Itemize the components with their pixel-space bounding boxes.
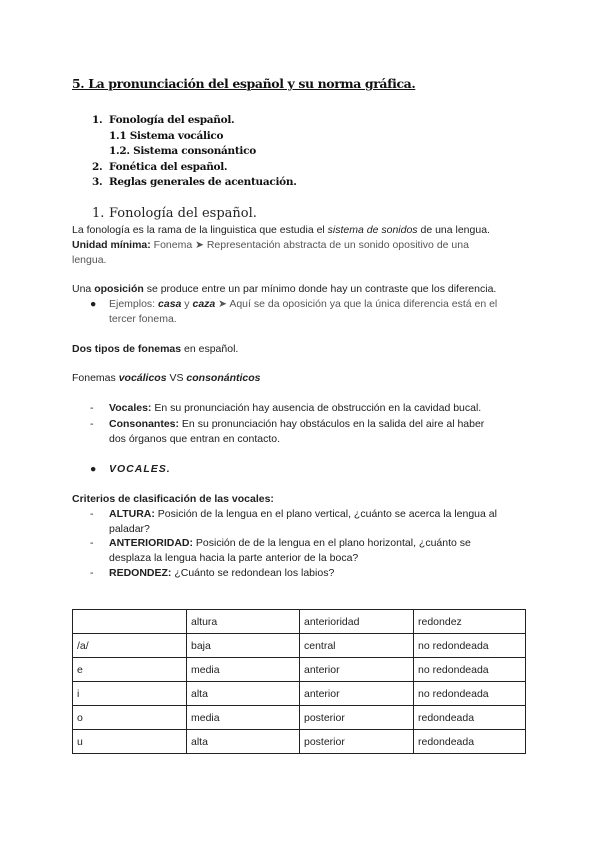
page-title: 5. La pronunciación del español y su norma gráfica.: [72, 76, 416, 91]
table-header-row: [73, 610, 526, 634]
table-cell: no redondeada: [414, 634, 526, 658]
table-cell: /a/: [73, 634, 187, 658]
vowel-table: [72, 609, 526, 754]
toc-item-label: Reglas generales de acentuación.: [109, 176, 297, 188]
table-cell: i: [73, 682, 187, 706]
criterios-heading: Criterios de clasificación de las vocales:: [72, 493, 274, 505]
table-header-cell: altura: [187, 610, 300, 634]
table-cell: o: [73, 706, 187, 730]
arrow-icon: ➤: [215, 298, 230, 310]
intro-paragraph: La fonología es la rama de la linguistica que estudia el sistema de sonidos de una lengua.: [72, 224, 490, 236]
toc-item-label: 1.2. Sistema consonántico: [109, 145, 256, 157]
bullet-icon: ●: [90, 298, 97, 310]
toc-item-label: Fonética del español.: [109, 160, 228, 173]
table-header-cell: [73, 610, 187, 634]
toc-item-label: Fonología del español.: [109, 114, 235, 126]
table-of-contents: [92, 113, 297, 191]
table-row: [73, 730, 526, 754]
table-cell: redondeada: [414, 706, 526, 730]
table-cell: posterior: [300, 706, 414, 730]
table-row: [73, 634, 526, 658]
bullet-icon: ●: [90, 463, 97, 475]
dos-tipos-paragraph: Dos tipos de fonemas en español.: [72, 343, 239, 355]
table-header-cell: anterioridad: [300, 610, 414, 634]
table-cell: no redondeada: [414, 658, 526, 682]
table-cell: media: [187, 706, 300, 730]
table-cell: posterior: [300, 730, 414, 754]
toc-item-label: 1.1 Sistema vocálico: [109, 129, 224, 142]
fonemas-vs-paragraph: Fonemas vocálicos VS consonánticos: [72, 372, 261, 384]
table-cell: media: [187, 658, 300, 682]
table-cell: alta: [187, 682, 300, 706]
table-cell: u: [73, 730, 187, 754]
document-page: 5. La pronunciación del español y su norma gráfica. 1. Fonología del español. 1.1 Sistema vocálico 1.2. Sistema consonántico 2. Fonética del español. 3. Reglas generales de acentuación. 1. Fonología del español. La fonología es la rama de la linguistica que estudia el sistema de sonidos de una lengua. Unidad mínima: Fonema ➤ Representación abstracta de un sonido opositivo de una lengua. Una oposición se produce entre un par mínimo donde hay un contraste que los diferencia. ● Ejemplos: casa y caza ➤ Aquí se da oposición ya que la única diferencia está en el tercer fonema. Dos tipos de fonemas en español. Fonemas vocálicos VS consonánticos - Vocales: En su pronunciación hay ausencia de obstrucción en la cavidad bucal. - Consonantes: En su pronunciación hay obstáculos en la salida del aire al haber dos órganos que entran en contacto. ● VOCALES. Criterios de clasificación de las vocales: - ALTURA: Posición de la lengua en el plano vertical, ¿cuánto se acerca la lengua al paladar? - ANTERIORIDAD: Posición de de la lengua en el plano horizontal, ¿cuánto se desplaza la lengua hacia la parte anterior de la boca? - REDONDEZ: ¿Cuánto se redondean los labios? altura anterioridad redondez /a/ baja central no redondeada e media anterior no redondeada i alta anterior no redondeada o media posterior redondeada u alta posterior redondeada: [0, 0, 600, 848]
table-cell: anterior: [300, 682, 414, 706]
table-cell: alta: [187, 730, 300, 754]
table-cell: e: [73, 658, 187, 682]
table-cell: redondeada: [414, 730, 526, 754]
table-row: [73, 706, 526, 730]
oposicion-paragraph: Una oposición se produce entre un par mínimo donde hay un contraste que los diferencia.: [72, 283, 497, 295]
table-cell: anterior: [300, 658, 414, 682]
table-row: [73, 682, 526, 706]
toc-item: 1. Fonología del español.: [92, 113, 297, 129]
table-header-cell: redondez: [414, 610, 526, 634]
table-cell: no redondeada: [414, 682, 526, 706]
toc-item: 2. Fonética del español.: [92, 160, 297, 176]
toc-item: [92, 144, 297, 160]
toc-item: 3. Reglas generales de acentuación.: [92, 175, 297, 191]
table-cell: central: [300, 634, 414, 658]
table-cell: baja: [187, 634, 300, 658]
table-row: [73, 658, 526, 682]
unidad-minima-paragraph: Unidad mínima: Fonema ➤ Representación abstracta de un sonido opositivo de una lengua.: [72, 239, 469, 266]
section-heading: 1. Fonología del español.: [92, 206, 257, 221]
toc-item: [92, 129, 297, 145]
